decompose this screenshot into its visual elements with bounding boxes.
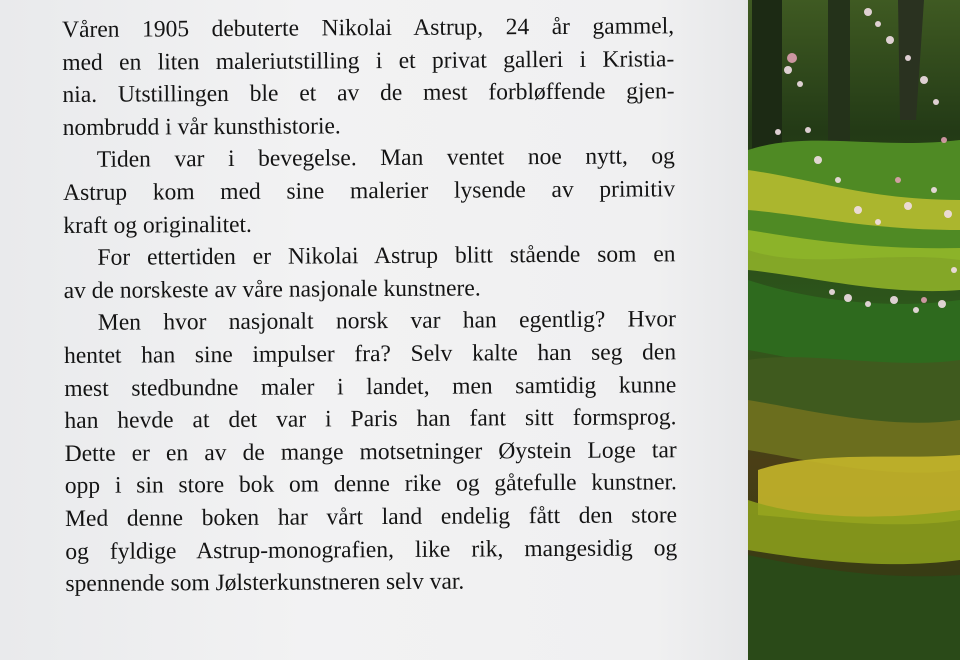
- text-line: For ettertiden er Nikolai Astrup blitt stående som en: [97, 241, 676, 271]
- body-text: [62, 10, 678, 600]
- text-line: spennende som Jølsterkunstneren selv var.: [65, 568, 465, 598]
- paragraph-3: [63, 238, 675, 307]
- paragraph-4: [64, 304, 678, 601]
- text-line: Astrup kom med sine malerier lysende av primitiv: [63, 176, 676, 206]
- text-line: av de norskeste av våre nasjonale kunstnere.: [63, 275, 481, 304]
- text-line: opp i sin store bok om denne rike og gåtefulle kunstner.: [64, 469, 677, 500]
- painting-illustration: [748, 0, 960, 660]
- text-line: Våren 1905 debuterte Nikolai Astrup, 24 år gammel,: [62, 13, 675, 43]
- text-line: Tiden var i bevegelse. Man ventet noe nytt, og: [96, 143, 675, 174]
- paragraph-2: [63, 141, 676, 243]
- text-line: Men hvor nasjonalt norsk var han egentlig? Hvor: [97, 306, 676, 337]
- text-line: Med denne boken har vårt land endelig fått den store: [65, 502, 678, 532]
- text-line: han hevde at det var i Paris han fant sitt formsprog.: [64, 404, 677, 435]
- text-line: kraft og originalitet.: [63, 211, 252, 239]
- text-line: hentet han sine impulser fra? Selv kalte han seg den: [64, 339, 677, 369]
- text-line: nia. Utstillingen ble et av de mest forbløffende gjen-: [62, 78, 675, 109]
- text-line: nombrudd i vår kunsthistorie.: [62, 113, 341, 141]
- text-line: og fyldige Astrup-monografien, like rik, mangesidig og: [65, 534, 678, 565]
- text-line: med en liten maleriutstilling i et privat galleri i Kristia-: [62, 45, 675, 76]
- text-line: mest stedbundne maler i landet, men samtidig kunne: [64, 371, 677, 402]
- paragraph-1: [62, 10, 675, 144]
- text-line: Dette er en av de mange motsetninger Øystein Loge tar: [64, 436, 677, 467]
